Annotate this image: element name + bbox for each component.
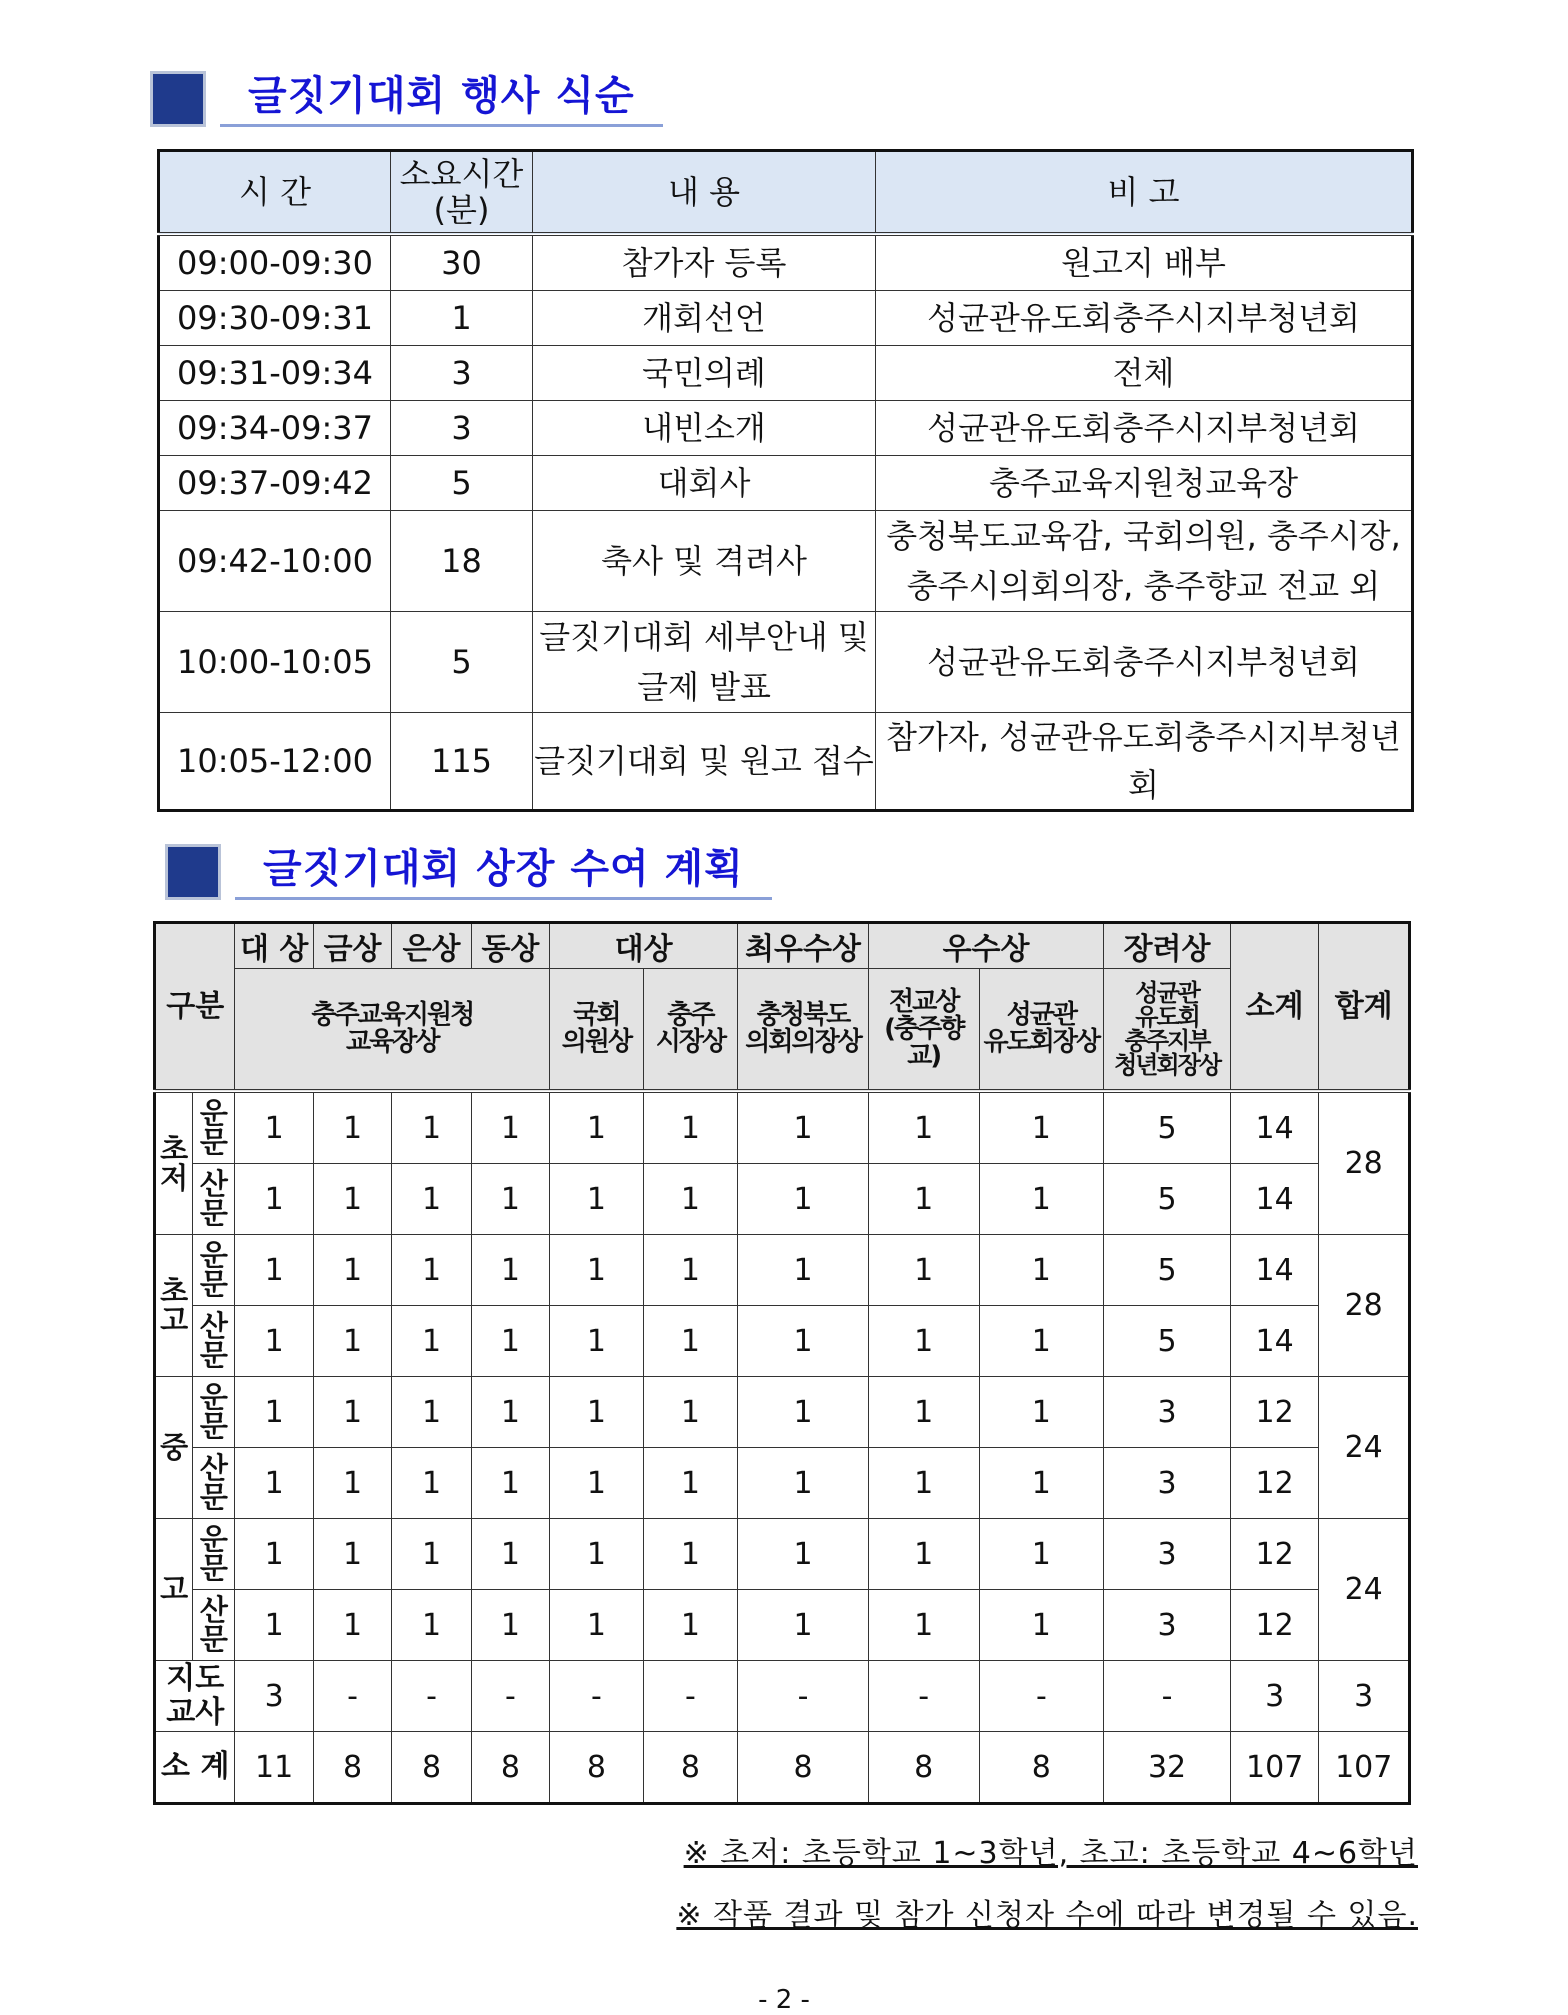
count-cell: 1 — [738, 1091, 869, 1164]
sum-row-cell: 11 — [235, 1732, 313, 1804]
header-content: 내 용 — [533, 151, 876, 235]
schedule-row — [159, 401, 1413, 456]
schedule-row — [159, 511, 1413, 612]
award-row — [155, 1448, 1410, 1519]
teacher-row-cell: - — [643, 1661, 738, 1732]
count-cell: 1 — [471, 1091, 549, 1164]
subgroup-label: 산 문 — [193, 1164, 235, 1235]
total-cell: 24 — [1319, 1377, 1410, 1519]
count-cell: 1 — [643, 1590, 738, 1661]
sum-row-cell: 32 — [1104, 1732, 1231, 1804]
count-cell: 1 — [471, 1306, 549, 1377]
count-cell: 1 — [979, 1306, 1104, 1377]
count-cell: 1 — [550, 1235, 644, 1306]
award-jangnyeo: 장려상 — [1104, 923, 1231, 969]
schedule-cell-time: 09:30-09:31 — [159, 291, 391, 346]
award-daesang: 대 상 — [235, 923, 313, 969]
teacher-row-cell: 3 — [1319, 1661, 1410, 1732]
subtotal-cell: 12 — [1230, 1519, 1318, 1590]
header-gubun: 구분 — [155, 923, 235, 1092]
sum-row-cell: 8 — [979, 1732, 1104, 1804]
count-cell: 1 — [235, 1164, 313, 1235]
schedule-row — [159, 456, 1413, 511]
count-cell: 3 — [1104, 1519, 1231, 1590]
header-duration: 소요시간 (분) — [391, 151, 533, 235]
sum-row-cell: 8 — [550, 1732, 644, 1804]
count-cell: 1 — [643, 1235, 738, 1306]
count-cell: 1 — [392, 1306, 471, 1377]
count-cell: 1 — [738, 1235, 869, 1306]
count-cell: 1 — [392, 1164, 471, 1235]
count-cell: 1 — [979, 1164, 1104, 1235]
teacher-row-cell: - — [868, 1661, 979, 1732]
count-cell: 5 — [1104, 1164, 1231, 1235]
giver-council: 충청북도 의회의장상 — [738, 969, 869, 1092]
subgroup-label: 산 문 — [193, 1448, 235, 1519]
schedule-cell-time: 09:00-09:30 — [159, 234, 391, 291]
schedule-cell-content: 국민의례 — [533, 346, 876, 401]
teacher-row-cell: - — [392, 1661, 471, 1732]
subgroup-label: 산 문 — [193, 1590, 235, 1661]
count-cell: 1 — [313, 1519, 391, 1590]
teacher-row-cell: - — [550, 1661, 644, 1732]
note-grade-range: ※ 초저: 초등학교 1~3학년, 초고: 초등학교 4~6학년 — [683, 1836, 1418, 1871]
award-row — [155, 1590, 1410, 1661]
schedule-cell-time: 10:05-12:00 — [159, 713, 391, 811]
section-marker-icon — [165, 844, 221, 900]
award-plan-body — [155, 1091, 1410, 1804]
subtotal-cell: 14 — [1230, 1164, 1318, 1235]
schedule-row — [159, 234, 1413, 291]
count-cell: 1 — [550, 1091, 644, 1164]
teacher-row-cell: - — [471, 1661, 549, 1732]
note-change-notice: ※ 작품 결과 및 참가 신청자 수에 따라 변경될 수 있음. — [676, 1898, 1418, 1933]
giver-mayor: 충주 시장상 — [643, 969, 738, 1092]
schedule-cell-content: 내빈소개 — [533, 401, 876, 456]
schedule-cell-content: 대회사 — [533, 456, 876, 511]
schedule-cell-content: 글짓기대회 세부안내 및 글제 발표 — [533, 612, 876, 713]
total-cell: 24 — [1319, 1519, 1410, 1661]
schedule-cell-duration: 5 — [391, 456, 533, 511]
count-cell: 1 — [979, 1448, 1104, 1519]
count-cell: 1 — [643, 1164, 738, 1235]
schedule-cell-duration: 3 — [391, 346, 533, 401]
count-cell: 1 — [738, 1519, 869, 1590]
schedule-cell-remarks: 원고지 배부 — [876, 234, 1413, 291]
total-cell: 28 — [1319, 1235, 1410, 1377]
count-cell: 1 — [868, 1306, 979, 1377]
sum-row-cell: 8 — [738, 1732, 869, 1804]
count-cell: 1 — [313, 1590, 391, 1661]
subtotal-cell: 14 — [1230, 1306, 1318, 1377]
count-cell: 1 — [392, 1091, 471, 1164]
schedule-cell-remarks: 참가자, 성균관유도회충주시지부청년회 — [876, 713, 1413, 811]
award-row — [155, 1091, 1410, 1164]
count-cell: 1 — [313, 1448, 391, 1519]
count-cell: 1 — [235, 1590, 313, 1661]
count-cell: 1 — [235, 1235, 313, 1306]
subgroup-label: 운 문 — [193, 1235, 235, 1306]
sum-row — [155, 1732, 1410, 1804]
group-label: 고 — [155, 1519, 193, 1661]
count-cell: 1 — [392, 1519, 471, 1590]
subgroup-label: 운 문 — [193, 1091, 235, 1164]
subtotal-cell: 12 — [1230, 1377, 1318, 1448]
teacher-row — [155, 1661, 1410, 1732]
sum-row-cell: 8 — [643, 1732, 738, 1804]
count-cell: 1 — [471, 1448, 549, 1519]
schedule-cell-duration: 30 — [391, 234, 533, 291]
award-row — [155, 1235, 1410, 1306]
schedule-cell-content: 글짓기대회 및 원고 접수 — [533, 713, 876, 811]
teacher-row-cell: - — [313, 1661, 391, 1732]
count-cell: 1 — [979, 1590, 1104, 1661]
group-label: 중 — [155, 1377, 193, 1519]
giver-education-office: 충주교육지원청 교육장상 — [235, 969, 550, 1092]
count-cell: 1 — [643, 1519, 738, 1590]
schedule-cell-time: 09:37-09:42 — [159, 456, 391, 511]
schedule-body — [159, 234, 1413, 811]
count-cell: 1 — [643, 1091, 738, 1164]
section1-title: 글짓기대회 행사 식순 — [220, 70, 663, 127]
count-cell: 1 — [471, 1377, 549, 1448]
count-cell: 1 — [868, 1377, 979, 1448]
award-eunsang: 은상 — [392, 923, 471, 969]
total-cell: 28 — [1319, 1091, 1410, 1235]
schedule-row — [159, 291, 1413, 346]
count-cell: 1 — [643, 1377, 738, 1448]
schedule-cell-content: 참가자 등록 — [533, 234, 876, 291]
count-cell: 1 — [235, 1306, 313, 1377]
header-subtotal: 소계 — [1230, 923, 1318, 1092]
count-cell: 1 — [868, 1235, 979, 1306]
count-cell: 1 — [738, 1377, 869, 1448]
count-cell: 1 — [471, 1235, 549, 1306]
award-dongsang: 동상 — [471, 923, 549, 969]
schedule-table — [157, 149, 1414, 812]
count-cell: 1 — [868, 1590, 979, 1661]
count-cell: 3 — [1104, 1448, 1231, 1519]
schedule-cell-time: 10:00-10:05 — [159, 612, 391, 713]
schedule-cell-content: 개회선언 — [533, 291, 876, 346]
award-geumsang: 금상 — [313, 923, 391, 969]
count-cell: 1 — [313, 1377, 391, 1448]
award-row — [155, 1377, 1410, 1448]
count-cell: 1 — [550, 1377, 644, 1448]
giver-assembly: 국회 의원상 — [550, 969, 644, 1092]
subtotal-cell: 14 — [1230, 1091, 1318, 1164]
count-cell: 1 — [550, 1519, 644, 1590]
count-cell: 1 — [550, 1306, 644, 1377]
section1-heading — [150, 70, 663, 127]
count-cell: 1 — [235, 1091, 313, 1164]
count-cell: 1 — [313, 1235, 391, 1306]
count-cell: 3 — [1104, 1377, 1231, 1448]
count-cell: 1 — [738, 1590, 869, 1661]
page-number: - 2 - — [758, 1985, 810, 2015]
teacher-row-label: 지도 교사 — [155, 1661, 235, 1732]
section-marker-icon — [150, 71, 206, 127]
count-cell: 1 — [979, 1377, 1104, 1448]
section2-title: 글짓기대회 상장 수여 계획 — [235, 843, 772, 900]
count-cell: 1 — [313, 1306, 391, 1377]
header-remarks: 비 고 — [876, 151, 1413, 235]
subgroup-label: 산 문 — [193, 1306, 235, 1377]
subtotal-cell: 12 — [1230, 1590, 1318, 1661]
count-cell: 1 — [868, 1091, 979, 1164]
count-cell: 3 — [1104, 1590, 1231, 1661]
schedule-cell-duration: 18 — [391, 511, 533, 612]
subgroup-label: 운 문 — [193, 1377, 235, 1448]
schedule-row — [159, 612, 1413, 713]
award-daesang-2: 대상 — [550, 923, 738, 969]
teacher-row-cell: - — [738, 1661, 869, 1732]
schedule-row — [159, 713, 1413, 811]
schedule-cell-remarks: 성균관유도회충주시지부청년회 — [876, 401, 1413, 456]
schedule-cell-time: 09:34-09:37 — [159, 401, 391, 456]
count-cell: 1 — [738, 1164, 869, 1235]
subgroup-label: 운 문 — [193, 1519, 235, 1590]
sum-row-cell: 8 — [868, 1732, 979, 1804]
count-cell: 1 — [392, 1448, 471, 1519]
group-label: 초 고 — [155, 1235, 193, 1377]
count-cell: 1 — [550, 1590, 644, 1661]
sum-row-label: 소 계 — [155, 1732, 235, 1804]
teacher-row-cell: 3 — [1230, 1661, 1318, 1732]
count-cell: 1 — [471, 1590, 549, 1661]
sum-row-cell: 8 — [471, 1732, 549, 1804]
count-cell: 1 — [738, 1448, 869, 1519]
count-cell: 5 — [1104, 1091, 1231, 1164]
award-choeusu: 최우수상 — [738, 923, 869, 969]
count-cell: 1 — [235, 1377, 313, 1448]
count-cell: 1 — [471, 1519, 549, 1590]
count-cell: 1 — [868, 1448, 979, 1519]
schedule-cell-remarks: 충주교육지원청교육장 — [876, 456, 1413, 511]
schedule-cell-duration: 3 — [391, 401, 533, 456]
award-type-row — [155, 923, 1410, 969]
count-cell: 1 — [235, 1448, 313, 1519]
header-time: 시 간 — [159, 151, 391, 235]
count-cell: 1 — [313, 1164, 391, 1235]
schedule-cell-duration: 5 — [391, 612, 533, 713]
count-cell: 1 — [392, 1235, 471, 1306]
count-cell: 1 — [868, 1164, 979, 1235]
count-cell: 1 — [643, 1448, 738, 1519]
sum-row-cell: 8 — [392, 1732, 471, 1804]
group-label: 초 저 — [155, 1091, 193, 1235]
award-row — [155, 1306, 1410, 1377]
schedule-cell-remarks: 충청북도교육감, 국회의원, 충주시장, 충주시의회의장, 충주향교 전교 외 — [876, 511, 1413, 612]
schedule-header-row — [159, 151, 1413, 235]
count-cell: 1 — [738, 1306, 869, 1377]
count-cell: 1 — [643, 1306, 738, 1377]
count-cell: 1 — [979, 1091, 1104, 1164]
count-cell: 5 — [1104, 1306, 1231, 1377]
header-total: 합계 — [1319, 923, 1410, 1092]
schedule-cell-time: 09:42-10:00 — [159, 511, 391, 612]
award-row — [155, 1164, 1410, 1235]
section2-heading — [165, 843, 772, 900]
count-cell: 1 — [235, 1519, 313, 1590]
teacher-row-cell: - — [979, 1661, 1104, 1732]
count-cell: 1 — [392, 1377, 471, 1448]
count-cell: 1 — [471, 1164, 549, 1235]
subtotal-cell: 14 — [1230, 1235, 1318, 1306]
sum-row-cell: 8 — [313, 1732, 391, 1804]
giver-confucian: 성균관 유도회장상 — [979, 969, 1104, 1092]
schedule-cell-remarks: 성균관유도회충주시지부청년회 — [876, 612, 1413, 713]
count-cell: 5 — [1104, 1235, 1231, 1306]
schedule-cell-time: 09:31-09:34 — [159, 346, 391, 401]
schedule-cell-duration: 1 — [391, 291, 533, 346]
giver-hyanggyo: 전교상 (충주향교) — [868, 969, 979, 1092]
award-plan-table — [153, 921, 1411, 1805]
count-cell: 1 — [313, 1091, 391, 1164]
schedule-cell-content: 축사 및 격려사 — [533, 511, 876, 612]
award-row — [155, 1519, 1410, 1590]
count-cell: 1 — [392, 1590, 471, 1661]
count-cell: 1 — [979, 1519, 1104, 1590]
count-cell: 1 — [868, 1519, 979, 1590]
schedule-row — [159, 346, 1413, 401]
schedule-cell-duration: 115 — [391, 713, 533, 811]
giver-youth: 성균관 유도회 충주지부 청년회장상 — [1104, 969, 1231, 1092]
count-cell: 1 — [979, 1235, 1104, 1306]
sum-row-cell: 107 — [1319, 1732, 1410, 1804]
teacher-row-cell: 3 — [235, 1661, 313, 1732]
count-cell: 1 — [550, 1448, 644, 1519]
award-usu: 우수상 — [868, 923, 1103, 969]
schedule-cell-remarks: 전체 — [876, 346, 1413, 401]
award-giver-row — [155, 969, 1410, 1092]
teacher-row-cell: - — [1104, 1661, 1231, 1732]
subtotal-cell: 12 — [1230, 1448, 1318, 1519]
schedule-cell-remarks: 성균관유도회충주시지부청년회 — [876, 291, 1413, 346]
sum-row-cell: 107 — [1230, 1732, 1318, 1804]
count-cell: 1 — [550, 1164, 644, 1235]
